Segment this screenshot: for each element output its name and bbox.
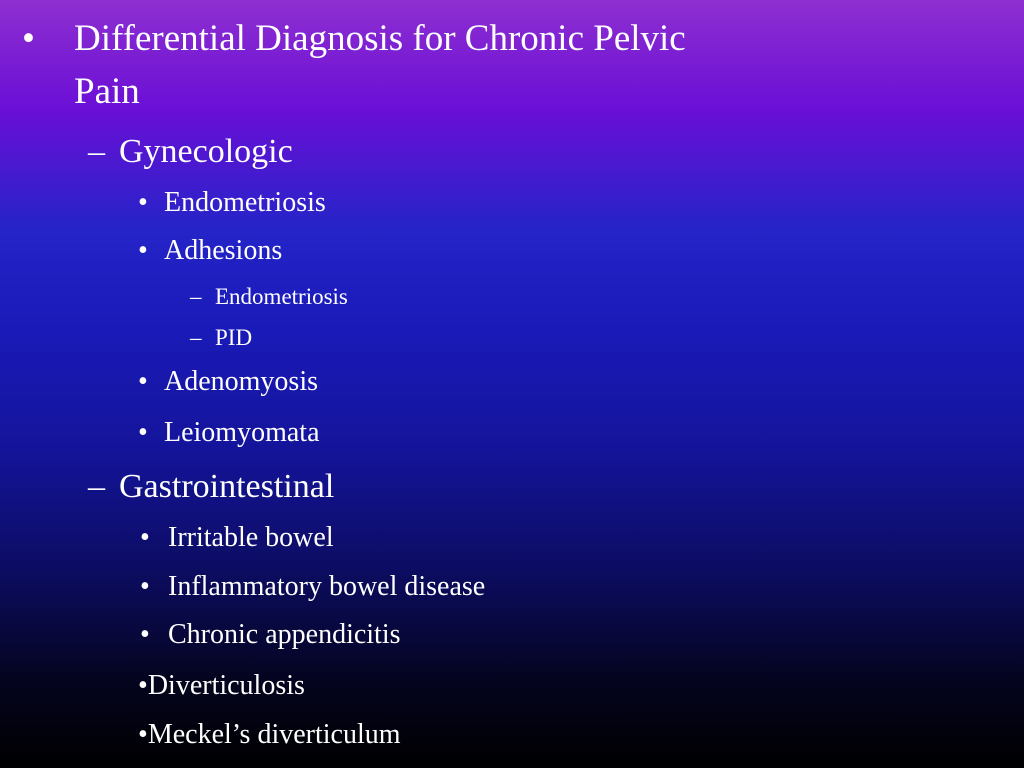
list-item-bullet: • <box>138 417 148 448</box>
list-item-meckels-diverticulum <box>138 721 401 749</box>
sub-item-endometriosis <box>190 285 348 308</box>
list-item-bullet: • <box>138 719 148 750</box>
list-item-chronic-appendicitis <box>140 621 401 649</box>
list-item-bullet: • <box>140 571 150 602</box>
list-item-bullet: • <box>138 187 148 218</box>
title-line-2-row <box>74 73 140 110</box>
list-item-text: Adenomyosis <box>164 366 318 397</box>
sub-item-text: PID <box>215 325 253 350</box>
gynecologic-heading <box>88 135 293 169</box>
sub-item-dash: – <box>190 325 202 350</box>
list-item-text: Diverticulosis <box>147 670 305 701</box>
title-line-2: Pain <box>74 71 140 112</box>
title-line-1: Differential Diagnosis for Chronic Pelvic <box>74 18 686 59</box>
gastrointestinal-heading <box>88 470 334 504</box>
list-item-bullet: • <box>138 366 148 397</box>
gastrointestinal-dash: – <box>88 468 105 505</box>
list-item-bullet: • <box>140 619 150 650</box>
list-item-text: Chronic appendicitis <box>168 619 401 650</box>
list-item-text: Inflammatory bowel disease <box>168 571 486 602</box>
list-item-text: Meckel’s diverticulum <box>147 719 401 750</box>
list-item-text: Irritable bowel <box>168 522 334 553</box>
gynecologic-dash: – <box>88 133 105 170</box>
list-item-bullet: • <box>138 670 148 701</box>
sub-item-text: Endometriosis <box>215 284 348 309</box>
list-item-adenomyosis <box>138 368 318 396</box>
gastrointestinal-label: Gastrointestinal <box>119 468 335 505</box>
list-item-text: Leiomyomata <box>164 417 320 448</box>
list-item-adhesions <box>138 237 282 265</box>
title-bullet-line <box>22 20 686 57</box>
list-item-diverticulosis <box>138 672 305 700</box>
list-item-bullet: • <box>138 235 148 266</box>
list-item-leiomyomata <box>138 419 320 447</box>
sub-item-dash: – <box>190 284 202 309</box>
gynecologic-label: Gynecologic <box>119 133 293 170</box>
list-item-text: Endometriosis <box>164 187 326 218</box>
list-item-inflammatory-bowel-disease <box>140 573 485 601</box>
list-item-irritable-bowel <box>140 524 334 552</box>
list-item-text: Adhesions <box>164 235 283 266</box>
list-item-bullet: • <box>140 522 150 553</box>
sub-item-pid <box>190 326 252 349</box>
title-bullet: • <box>22 18 35 59</box>
list-item-endometriosis <box>138 189 326 217</box>
